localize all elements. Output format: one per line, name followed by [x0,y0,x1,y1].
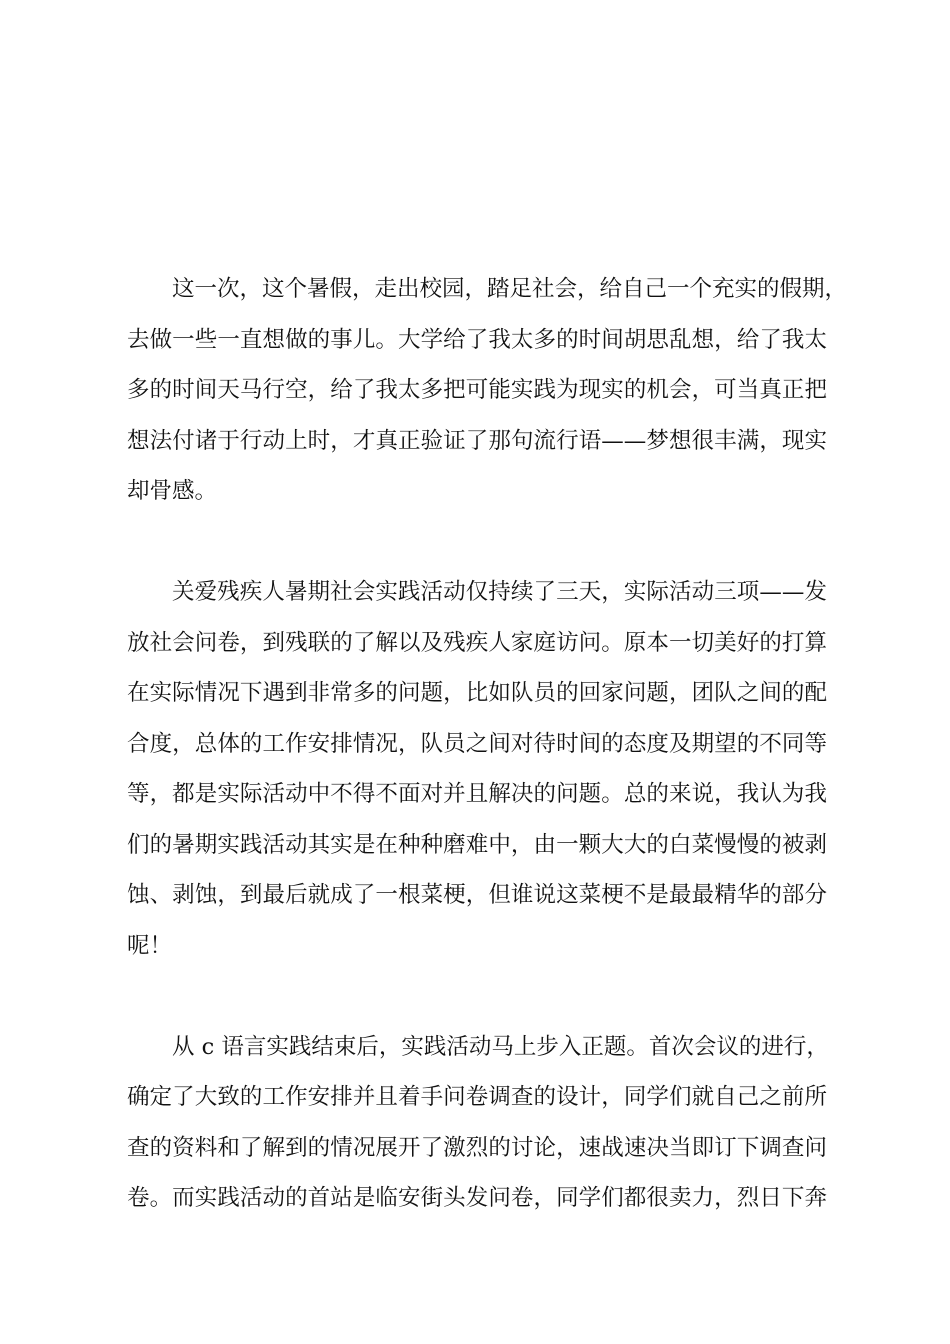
text-line: 们的暑期实践活动其实是在种种磨难中，由一颗大大的白菜慢慢的被剥 [127,831,827,858]
text-line: 放社会问卷，到残联的了解以及残疾人家庭访问。原本一切美好的打算 [127,629,827,656]
text-line: 这一次，这个暑假，走出校园，踏足社会，给自己一个充实的假期， [172,276,848,302]
text-line: 蚀、剥蚀，到最后就成了一根菜梗，但谁说这菜梗不是最最精华的部分 [127,882,827,908]
text-line: 等，都是实际活动中不得不面对并且解决的问题。总的来说，我认为我 [127,781,827,807]
text-line: 去做一些一直想做的事儿。大学给了我太多的时间胡思乱想，给了我太 [127,326,827,353]
text-line: 多的时间天马行空，给了我太多把可能实践为现实的机会，可当真正把 [127,377,827,403]
text-line: 确定了大致的工作安排并且着手问卷调查的设计，同学们就自己之前所 [127,1084,827,1110]
text-line: 在实际情况下遇到非常多的问题，比如队员的回家问题，团队之间的配 [127,680,827,706]
paragraph-spacer [127,971,827,1022]
paragraph-3 [127,1022,827,1224]
text-line: 查的资料和了解到的情况展开了激烈的讨论，速战速决当即订下调查问 [127,1134,827,1161]
text-line: 合度，总体的工作安排情况，队员之间对待时间的态度及期望的不同等 [127,730,827,757]
paragraph-spacer [127,517,827,568]
text-line: 关爱残疾人暑期社会实践活动仅持续了三天，实际活动三项——发 [172,579,827,605]
text-line: 从 c 语言实践结束后，实践活动马上步入正题。首次会议的进行， [172,1033,829,1060]
document-body [127,264,848,1224]
text-line: 却骨感。 [127,478,218,504]
paragraph-2 [127,567,827,971]
text-line: 卷。而实践活动的首站是临安街头发问卷，同学们都很卖力，烈日下奔 [127,1185,827,1211]
text-line: 呢！ [127,932,173,959]
paragraph-1 [127,264,848,517]
text-line: 想法付诸于行动上时，才真正验证了那句流行语——梦想很丰满，现实 [127,427,827,454]
